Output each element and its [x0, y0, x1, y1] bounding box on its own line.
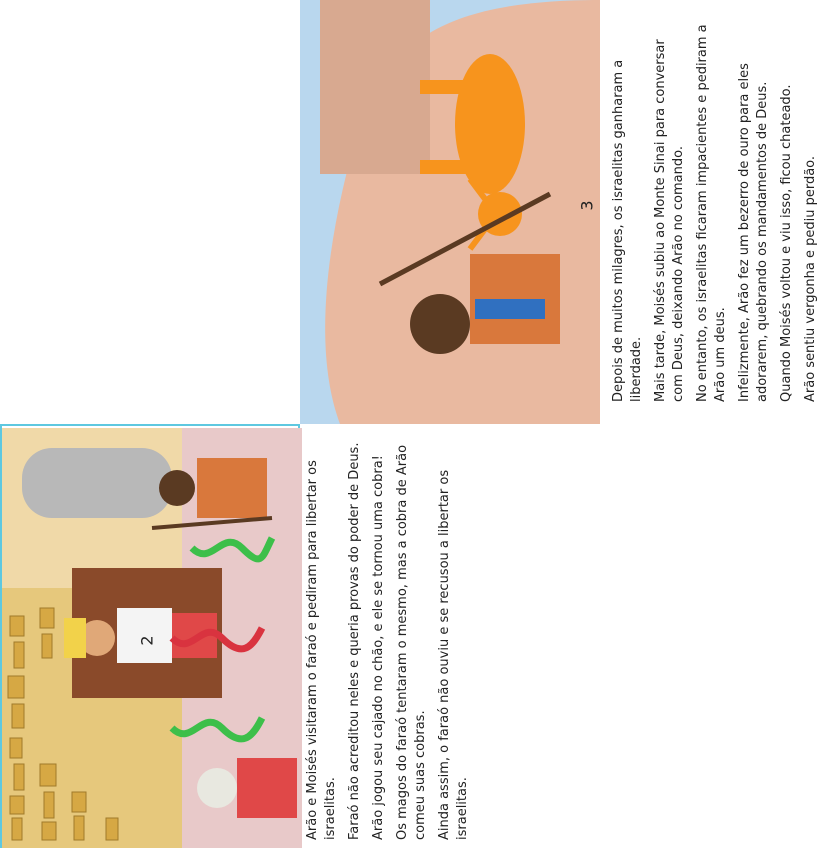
page-number: 3 — [577, 200, 597, 211]
page-3-paragraph: Quando Moisés voltou e viu isso, ficou chateado. — [779, 84, 794, 402]
page-3-paragraph: Depois de muitos milagres, os israelitas ganharam a liberdade. — [611, 59, 644, 402]
page-3-panel — [300, 0, 818, 424]
page-3-paragraph: Infelizmente, Arão fez um bezerro de ouro para eles adorarem, quebrando os mandamentos de Deus. — [737, 63, 770, 402]
page-3-paragraph: No entanto, os israelitas ficaram impacientes e pediram a Arão um deus. — [695, 24, 728, 402]
page-2-paragraph: Os magos do faraó tentaram o mesmo, mas a cobra de Arão comeu suas cobras. — [395, 444, 428, 840]
page-2-paragraph: Faraó não acreditou neles e queria provas do poder de Deus. — [347, 442, 362, 840]
page-3-rotated-content — [300, 0, 818, 424]
page-2-paragraph: Ainda assim, o faraó não ouviu e se recusou a libertar os israelitas. — [437, 469, 470, 840]
page-3-paragraph: Arão sentiu vergonha e pediu perdão. — [803, 155, 818, 402]
page-3-paragraph: Mais tarde, Moisés subiu ao Monte Sinai para conversar com Deus, deixando Arão no comando. — [653, 39, 686, 402]
page-2-story-text — [304, 430, 478, 840]
page-2-panel — [0, 424, 470, 848]
page-number: 2 — [137, 635, 157, 646]
page-2-paragraph: Arão jogou seu cajado no chão, e ele se tornou uma cobra! — [371, 455, 386, 840]
page-2-paragraph: Arão e Moisés visitaram o faraó e pediram para libertar os israelitas. — [305, 460, 338, 840]
page-3-story-text — [610, 8, 826, 402]
golden-calf-illustration — [300, 0, 600, 424]
